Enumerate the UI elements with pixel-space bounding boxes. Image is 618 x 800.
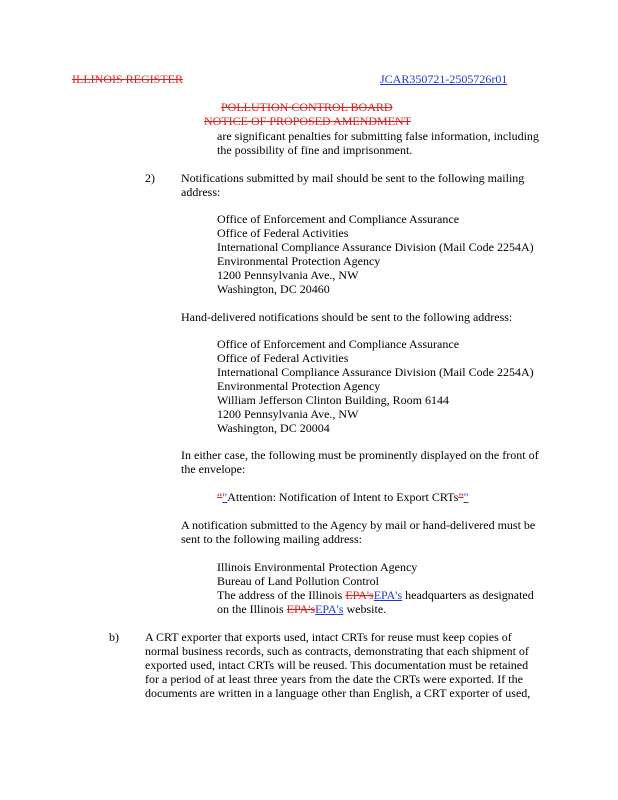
deleted-close-quote: ” (458, 490, 464, 504)
item-b-line: for a period of at least three years from the date the CRTs were exported. If the (145, 672, 523, 686)
il-address-line-2: Bureau of Land Pollution Control (217, 574, 379, 588)
hand-address-line: Environmental Protection Agency (217, 379, 381, 393)
mail-address-line: Office of Enforcement and Compliance Assurance (217, 212, 460, 226)
item-b-number: b) (109, 630, 119, 644)
item-b-line: A CRT exporter that exports used, intact CRTs for reuse must keep copies of (145, 630, 512, 644)
item-b-line: documents are written in a language other than English, a CRT exporter of used, (145, 686, 531, 700)
inserted-open-quote: " (222, 490, 228, 504)
agency-intro-line-2: sent to the following mailing address: (181, 532, 362, 546)
hand-address-line: International Compliance Assurance Division (Mail Code 2254A) (217, 365, 534, 379)
mail-address-block (217, 212, 534, 296)
mail-address-line: Environmental Protection Agency (217, 254, 381, 268)
hand-address-line: Washington, DC 20004 (217, 421, 330, 435)
register-title: ILLINOIS REGISTER (72, 72, 183, 86)
deleted-epa-text: EPA's (286, 602, 316, 616)
il-address-text: headquarters as designated (402, 588, 534, 602)
attention-line (217, 490, 469, 504)
jcar-code: JCAR350721-2505726r01 (380, 72, 508, 86)
il-address-text: on the Illinois (217, 602, 287, 616)
hand-address-line: 1200 Pennsylvania Ave., NW (217, 407, 359, 421)
deleted-open-quote: “ (217, 490, 223, 504)
mail-address-line: Office of Federal Activities (217, 226, 349, 240)
board-title: POLLUTION CONTROL BOARD (221, 100, 393, 114)
agency-intro-line-1: A notification submitted to the Agency by mail or hand-delivered must be (181, 518, 536, 532)
either-case-line-1: In either case, the following must be prominently displayed on the front of (181, 448, 539, 462)
inserted-close-quote: " (463, 490, 469, 504)
attention-text: Attention: Notification of Intent to Export CRTs (227, 490, 459, 504)
il-address-line-3 (217, 588, 534, 602)
il-address-line-4 (217, 602, 386, 616)
hand-address-line: Office of Enforcement and Compliance Assurance (217, 337, 460, 351)
il-address-text: The address of the Illinois (217, 588, 346, 602)
cont-line-2: the possibility of fine and imprisonment. (217, 143, 413, 157)
item-b-line: exported used, intact CRTs will be reused. This documentation must be retained (145, 658, 529, 672)
hand-delivered-intro: Hand-delivered notifications should be sent to the following address: (181, 310, 513, 324)
cont-line-1: are significant penalties for submitting false information, including (217, 129, 539, 143)
item-2-line-1: Notifications submitted by mail should be sent to the following mailing (181, 171, 525, 185)
item-b-line: normal business records, such as contracts, demonstrating that each shipment of (145, 644, 529, 658)
mail-address-line: International Compliance Assurance Division (Mail Code 2254A) (217, 240, 534, 254)
hand-address-block (217, 337, 534, 435)
mail-address-line: 1200 Pennsylvania Ave., NW (217, 268, 359, 282)
inserted-epa-text: EPA's (315, 602, 344, 616)
hand-address-line: Office of Federal Activities (217, 351, 349, 365)
il-address-text: website. (343, 602, 387, 616)
mail-address-line: Washington, DC 20460 (217, 282, 330, 296)
il-address-line-1: Illinois Environmental Protection Agency (217, 560, 418, 574)
notice-title: NOTICE OF PROPOSED AMENDMENT (204, 114, 412, 128)
item-b-body (145, 630, 530, 700)
inserted-epa-text: EPA's (373, 588, 403, 602)
item-2-line-2: address: (181, 185, 221, 199)
deleted-epa-text: EPA's (345, 588, 374, 602)
hand-address-line: William Jefferson Clinton Building, Room 6144 (217, 393, 449, 407)
either-case-line-2: the envelope: (181, 462, 246, 476)
item-2-number: 2) (145, 171, 155, 185)
